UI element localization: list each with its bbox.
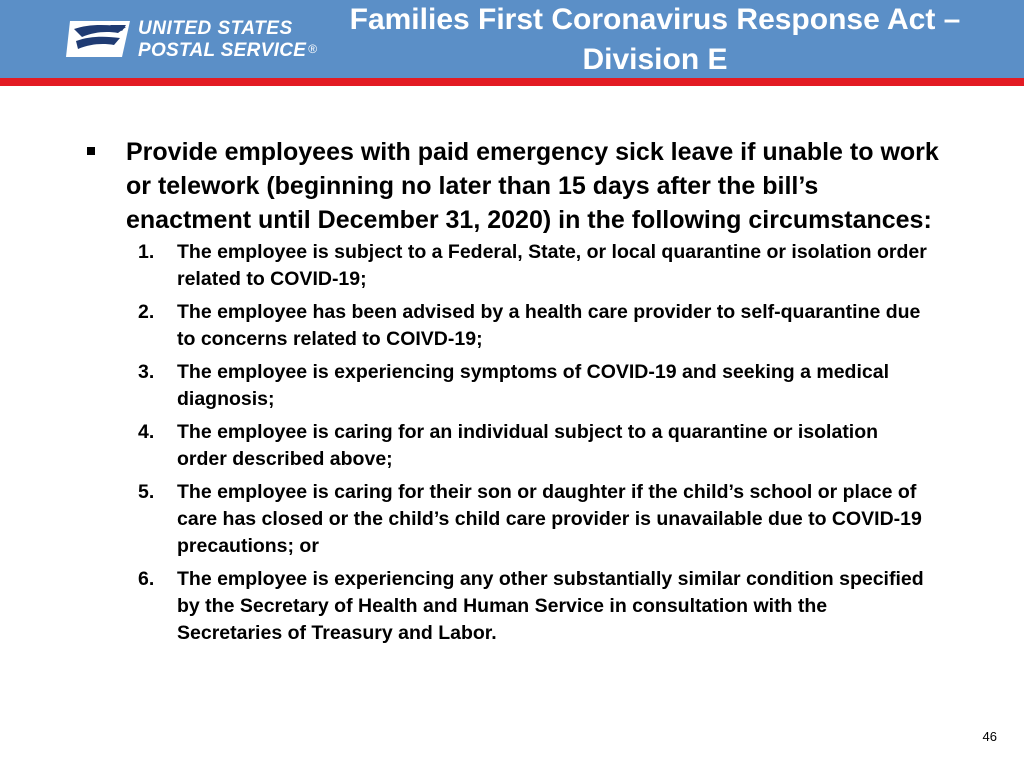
list-item-text: The employee is caring for their son or daughter if the child’s school or place of care has closed or the child’s child care provider is unavailable due to COVID-19 precautions; or xyxy=(177,481,922,557)
page-number: 46 xyxy=(982,729,997,744)
list-item-text: The employee is subject to a Federal, State, or local quarantine or isolation order related to COVID-19; xyxy=(177,241,927,290)
list-item-number: 4. xyxy=(138,421,155,443)
usps-logo xyxy=(66,15,326,65)
list-item xyxy=(87,479,927,560)
eagle-icon xyxy=(66,15,132,61)
list-item-number: 2. xyxy=(138,301,155,323)
list-item xyxy=(87,359,927,413)
list-item xyxy=(87,566,927,647)
slide-title xyxy=(290,0,1020,80)
list-item-number: 1. xyxy=(138,241,155,263)
list-item xyxy=(87,419,927,473)
list-item xyxy=(87,239,927,293)
list-item-number: 3. xyxy=(138,361,155,383)
main-bullet xyxy=(87,135,947,237)
list-item-text: The employee is experiencing any other substantially similar condition specified by the Secretary of Health and Human Service in consultation with the Secretaries of Treasury and Labor. xyxy=(177,568,924,644)
logo-line-2-text: POSTAL SERVICE xyxy=(138,40,307,61)
list-item-text: The employee is caring for an individual subject to a quarantine or isolation order described above; xyxy=(177,421,879,470)
header-red-rule xyxy=(0,78,1024,86)
list-item-number: 5. xyxy=(138,481,155,503)
slide-content xyxy=(87,135,947,653)
registered-mark: ® xyxy=(308,42,318,56)
header-band xyxy=(0,0,1024,78)
slide-title-line-2: Division E xyxy=(582,43,728,76)
square-bullet-icon xyxy=(87,147,95,155)
circumstances-list xyxy=(87,239,947,647)
logo-line-1: UNITED STATES xyxy=(138,18,293,39)
main-bullet-text: Provide employees with paid emergency sick leave if unable to work or telework (beginning no later than 15 days after the bill’s enactment until December 31, 2020) in the following circumstances: xyxy=(126,138,939,234)
list-item-text: The employee is experiencing symptoms of COVID-19 and seeking a medical diagnosis; xyxy=(177,361,889,410)
slide-title-line-1: Families First Coronavirus Response Act – xyxy=(349,3,961,36)
list-item xyxy=(87,299,927,353)
list-item-number: 6. xyxy=(138,568,155,590)
list-item-text: The employee has been advised by a health care provider to self-quarantine due to concerns related to COIVD-19; xyxy=(177,301,921,350)
